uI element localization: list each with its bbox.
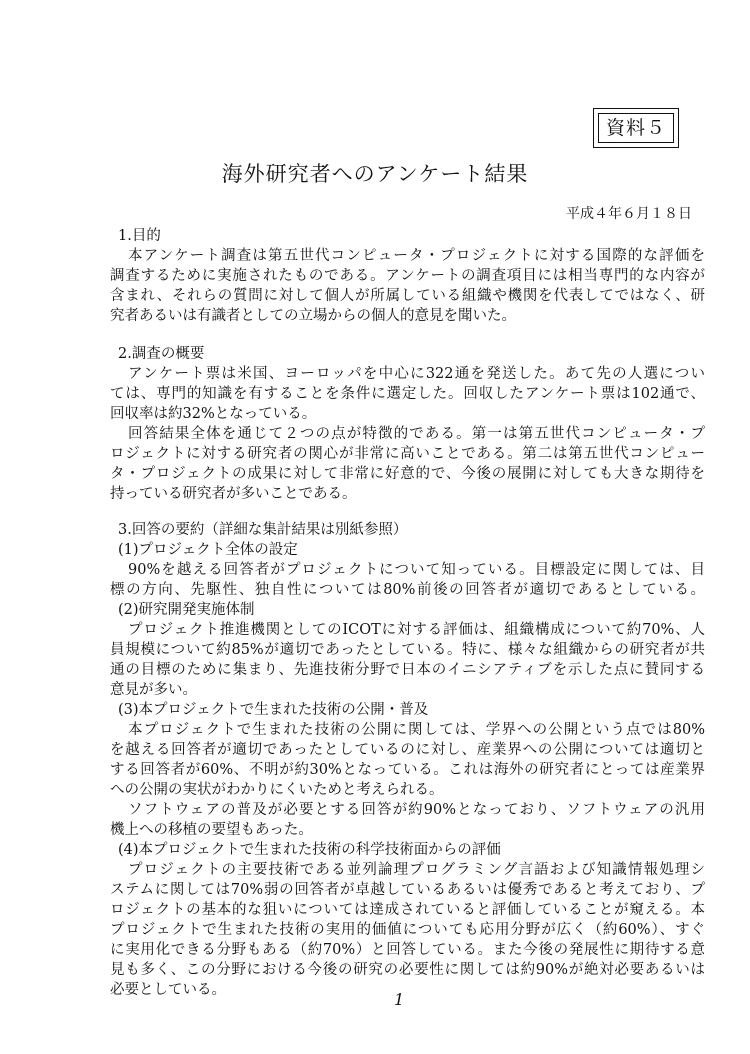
paragraph-line: プロジェクトの主要技術である並列論理プログラミング言語および知識情報処理シ: [128, 862, 705, 878]
paragraph-line: 本プロジェクトで生まれた技術の公開に関しては、学界への公開という点では80%: [128, 722, 705, 738]
paragraph-line: 含まれ、それらの質問に対して個人が所属している組織や機関を代表してではなく、研: [110, 288, 705, 304]
subsection-heading: (1)プロジェクト全体の設定: [118, 542, 298, 558]
paragraph-line: ロジェクトに対する研究者の関心が非常に高いことである。第二は第五世代コンピュー: [110, 446, 705, 462]
paragraph-line: 回収率は約32%となっている。: [110, 406, 317, 422]
paragraph-line: タ・プロジェクトの成果に対して非常に好意的で、今後の展開に対しても大きな期待を: [110, 466, 705, 482]
paragraph-line: 必要としている。: [110, 982, 226, 998]
document-title: 海外研究者へのアンケート結果: [221, 162, 529, 186]
paragraph-line: への公開の実状がわかりにくいためと考えられる。: [110, 782, 444, 798]
paragraph-line: を越える回答者が適切であったとしているのに対し、産業界への公開については適切と: [110, 742, 705, 758]
paragraph-line: 意見が多い。: [110, 682, 197, 698]
paragraph-line: プロジェクト推進機関としてのICOTに対する評価は、組織構成について約70%、人: [128, 622, 705, 638]
document-label: 資料５: [598, 113, 674, 143]
page-number: 1: [394, 990, 405, 1009]
subsection-heading: (4)本プロジェクトで生まれた技術の科学技術面からの評価: [118, 842, 501, 858]
paragraph-line: 標の方向、先駆性、独自性については80%前後の回答者が適切であるとしている。: [110, 582, 705, 598]
paragraph-line: ロジェクトの基本的な狙いについては達成されていると評価していることが窺える。本: [110, 902, 705, 918]
section-heading-summary: 3.回答の要約（詳細な集計結果は別紙参照）: [118, 522, 408, 538]
paragraph-line: ては、専門的知識を有することを条件に選定した。回収したアンケート票は102通で、: [110, 386, 705, 402]
paragraph-line: に実用化できる分野もある（約70%）と回答している。また今後の発展性に期待する意: [110, 942, 705, 958]
document-date: 平成４年６月１８日: [566, 206, 692, 222]
paragraph-line: プロジェクトで生まれた技術の実用的価値についても応用分野が広く（約60%）、すぐ: [110, 922, 705, 938]
paragraph-line: ステムに関しては70%弱の回答者が卓越しているあるいは優秀であると考えており、プ: [110, 882, 705, 898]
paragraph-line: 回答結果全体を通じて２つの点が特徴的である。第一は第五世代コンピュータ・プ: [128, 426, 705, 442]
paragraph-line: 調査するために実施されたものである。アンケートの調査項目には相当専門的な内容が: [110, 268, 705, 284]
paragraph-line: 員規模について約85%が適切であったとしている。特に、様々な組織からの研究者が共: [110, 642, 705, 658]
paragraph-line: 見も多く、この分野における今後の研究の必要性に関しては約90%が絶対必要あるいは: [110, 962, 705, 978]
paragraph-line: 90%を越える回答者がプロジェクトについて知っている。目標設定に関しては、目: [128, 562, 705, 578]
paragraph-line: 本アンケート調査は第五世代コンピュータ・プロジェクトに対する国際的な評価を: [128, 248, 705, 264]
section-heading-overview: 2.調査の概要: [118, 346, 205, 362]
subsection-heading: (2)研究開発実施体制: [118, 602, 255, 618]
paragraph-line: 究者あるいは有識者としての立場からの個人的意見を聞いた。: [110, 308, 516, 324]
paragraph-line: 通の目標のために集まり、先進技術分野で日本のイニシアティブを示した点に賛同する: [110, 662, 705, 678]
paragraph-line: 機上への移植の要望もあった。: [110, 822, 313, 838]
section-heading-purpose: 1.目的: [118, 228, 161, 244]
paragraph-line: する回答者が60%、不明が約30%となっている。これは海外の研究者にとっては産業界: [110, 762, 705, 778]
paragraph-line: 持っている研究者が多いことである。: [110, 486, 357, 502]
paragraph-line: ソフトウェアの普及が必要とする回答が約90%となっており、ソフトウェアの汎用: [128, 802, 705, 818]
subsection-heading: (3)本プロジェクトで生まれた技術の公開・普及: [118, 702, 429, 718]
paragraph-line: アンケート票は米国、ヨーロッパを中心に322通を発送した。あて先の人選につい: [128, 366, 705, 382]
document-label-box: [593, 108, 679, 148]
